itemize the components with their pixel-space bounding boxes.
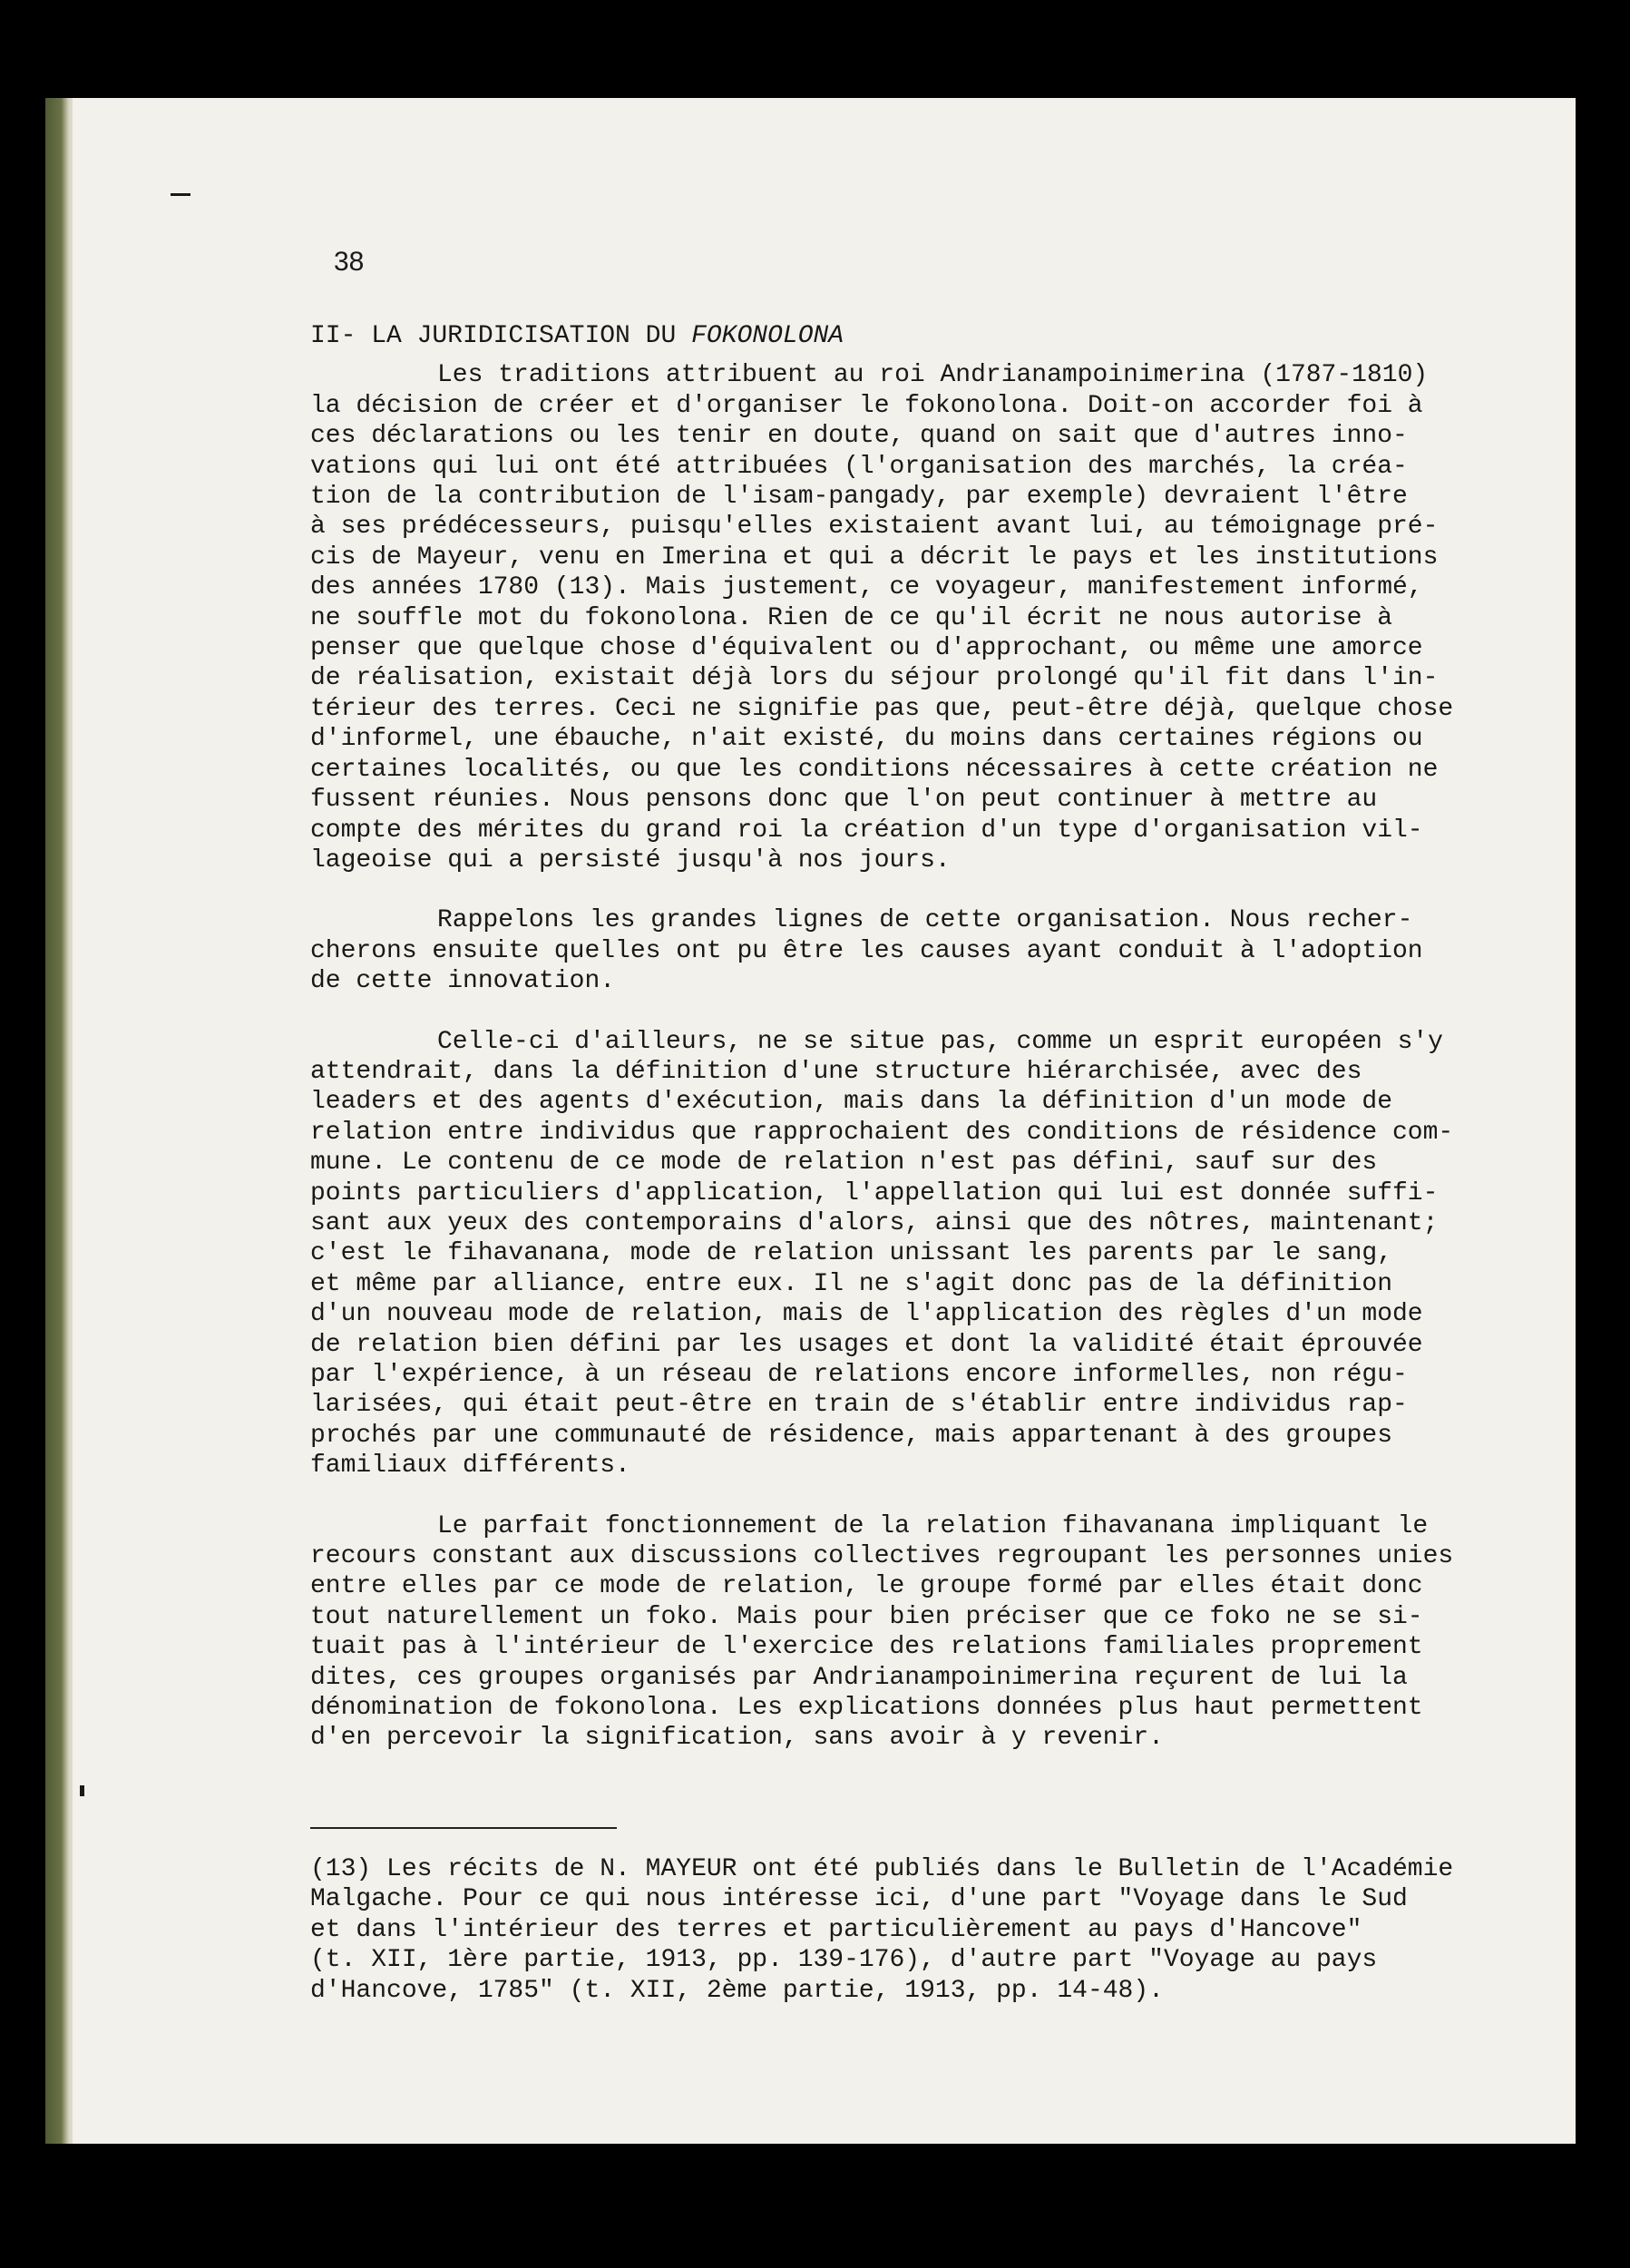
text-line: sant aux yeux des contemporains d'alors, ainsi que des nôtres, maintenant; [310, 1208, 1439, 1237]
text-line: de relation bien défini par les usages et dont la validité était éprouvée [310, 1330, 1423, 1359]
paragraph-3 [310, 1027, 1453, 1481]
text-line: lageoise qui a persisté jusqu'à nos jours. [310, 846, 951, 875]
text-line: cis de Mayeur, venu en Imerina et qui a décrit le pays et les institutions [310, 543, 1439, 572]
text-line: leaders et des agents d'exécution, mais dans la définition d'un mode de [310, 1088, 1392, 1117]
text-line: larisées, qui était peut-être en train de s'établir entre individus rap- [310, 1391, 1408, 1420]
text-line: penser que quelque chose d'équivalent ou d'approchant, ou même une amorce [310, 634, 1423, 663]
text-line: dénomination de fokonolona. Les explications données plus haut permettent [310, 1694, 1423, 1723]
text-line: relation entre individus que rapprochaient des conditions de résidence com- [310, 1118, 1454, 1147]
footnote-line: d'Hancove, 1785" (t. XII, 2ème partie, 1913, pp. 14-48). [310, 1976, 1164, 2005]
section-heading [310, 321, 1453, 351]
text-line: recours constant aux discussions collectives regroupant les personnes unies [310, 1542, 1454, 1571]
paragraph-gap [310, 997, 1453, 1027]
text-line: de réalisation, existait déjà lors du séjour prolongé qu'il fit dans l'in- [310, 664, 1439, 693]
text-line: de cette innovation. [310, 967, 616, 996]
text-line: compte des mérites du grand roi la création d'un type d'organisation vil- [310, 816, 1423, 845]
text-line: ne souffle mot du fokonolona. Rien de ce qu'il écrit ne nous autorise à [310, 603, 1392, 632]
footnote-13 [310, 1854, 1462, 2006]
paragraph-4 [310, 1511, 1453, 1754]
text-line: certaines localités, ou que les conditions nécessaires à cette création ne [310, 755, 1439, 784]
text-line: tion de la contribution de l'isam-pangady, par exemple) devraient l'être [310, 483, 1408, 512]
margin-mark [171, 193, 190, 196]
text-line: la décision de créer et d'organiser le fokonolona. Doit-on accorder foi à [310, 391, 1423, 420]
text-line: Rappelons les grandes lignes de cette organisation. Nous recher- [437, 906, 1413, 935]
text-line: Le parfait fonctionnement de la relation fihavanana impliquant le [437, 1511, 1429, 1540]
text-line: fussent réunies. Nous pensons donc que l'on peut continuer à mettre au [310, 786, 1378, 815]
paragraph-2 [310, 905, 1453, 996]
heading-italic: FOKONOLONA [691, 322, 844, 350]
text-line: d'un nouveau mode de relation, mais de l'application des règles d'un mode [310, 1300, 1423, 1329]
footnote-line: (t. XII, 1ère partie, 1913, pp. 139-176), d'autre part "Voyage au pays [310, 1946, 1378, 1975]
paragraph-1 [310, 360, 1453, 875]
text-line: d'informel, une ébauche, n'ait existé, du moins dans certaines régions ou [310, 725, 1423, 754]
text-line: c'est le fihavanana, mode de relation unissant les parents par le sang, [310, 1239, 1392, 1268]
text-line: dites, ces groupes organisés par Andrianampoinimerina reçurent de lui la [310, 1663, 1408, 1692]
text-line: familiaux différents. [310, 1452, 630, 1481]
text-line: cherons ensuite quelles ont pu être les causes ayant conduit à l'adoption [310, 936, 1423, 965]
text-line: à ses prédécesseurs, puisqu'elles existaient avant lui, au témoignage pré- [310, 513, 1439, 542]
text-line: points particuliers d'application, l'appellation qui lui est donnée suffi- [310, 1178, 1439, 1207]
text-line: des années 1780 (13). Mais justement, ce voyageur, manifestement informé, [310, 573, 1423, 602]
text-line: Celle-ci d'ailleurs, ne se situe pas, comme un esprit européen s'y [437, 1027, 1443, 1056]
text-line: prochés par une communauté de résidence, mais appartenant à des groupes [310, 1421, 1392, 1450]
text-line: mune. Le contenu de ce mode de relation n'est pas défini, sauf sur des [310, 1149, 1378, 1178]
text-line: entre elles par ce mode de relation, le groupe formé par elles était donc [310, 1572, 1423, 1601]
text-line: attendrait, dans la définition d'une structure hiérarchisée, avec des [310, 1057, 1362, 1086]
text-line: Les traditions attribuent au roi Andrianampoinimerina (1787-1810) [437, 361, 1429, 390]
footnote-line: et dans l'intérieur des terres et particulièrement au pays d'Hancove" [310, 1915, 1362, 1944]
footnote-line: Malgache. Pour ce qui nous intéresse ici, d'une part "Voyage dans le Sud [310, 1885, 1408, 1914]
heading-prefix: II- LA JURIDICISATION DU [310, 322, 692, 350]
footnote-rule [310, 1827, 617, 1829]
paragraph-gap [310, 1481, 1453, 1511]
text-line: vations qui lui ont été attribuées (l'organisation des marchés, la créa- [310, 452, 1408, 481]
text-line: tuait pas à l'intérieur de l'exercice des relations familiales proprement [310, 1633, 1423, 1662]
text-line: d'en percevoir la signification, sans avoir à y revenir. [310, 1724, 1164, 1753]
text-line: ces déclarations ou les tenir en doute, quand on sait que d'autres inno- [310, 422, 1408, 451]
text-line: térieur des terres. Ceci ne signifie pas que, peut-être déjà, quelque chose [310, 694, 1454, 723]
text-line: tout naturellement un foko. Mais pour bien préciser que ce foko ne se si- [310, 1602, 1423, 1631]
margin-mark [80, 1785, 84, 1796]
text-line: et même par alliance, entre eux. Il ne s'agit donc pas de la définition [310, 1269, 1392, 1298]
page-number: 38 [334, 247, 365, 277]
main-text [310, 321, 1453, 1754]
text-line: par l'expérience, à un réseau de relations encore informelles, non régu- [310, 1361, 1408, 1389]
footnote-line: (13) Les récits de N. MAYEUR ont été publiés dans le Bulletin de l'Académie [310, 1855, 1454, 1883]
paragraph-gap [310, 875, 1453, 905]
